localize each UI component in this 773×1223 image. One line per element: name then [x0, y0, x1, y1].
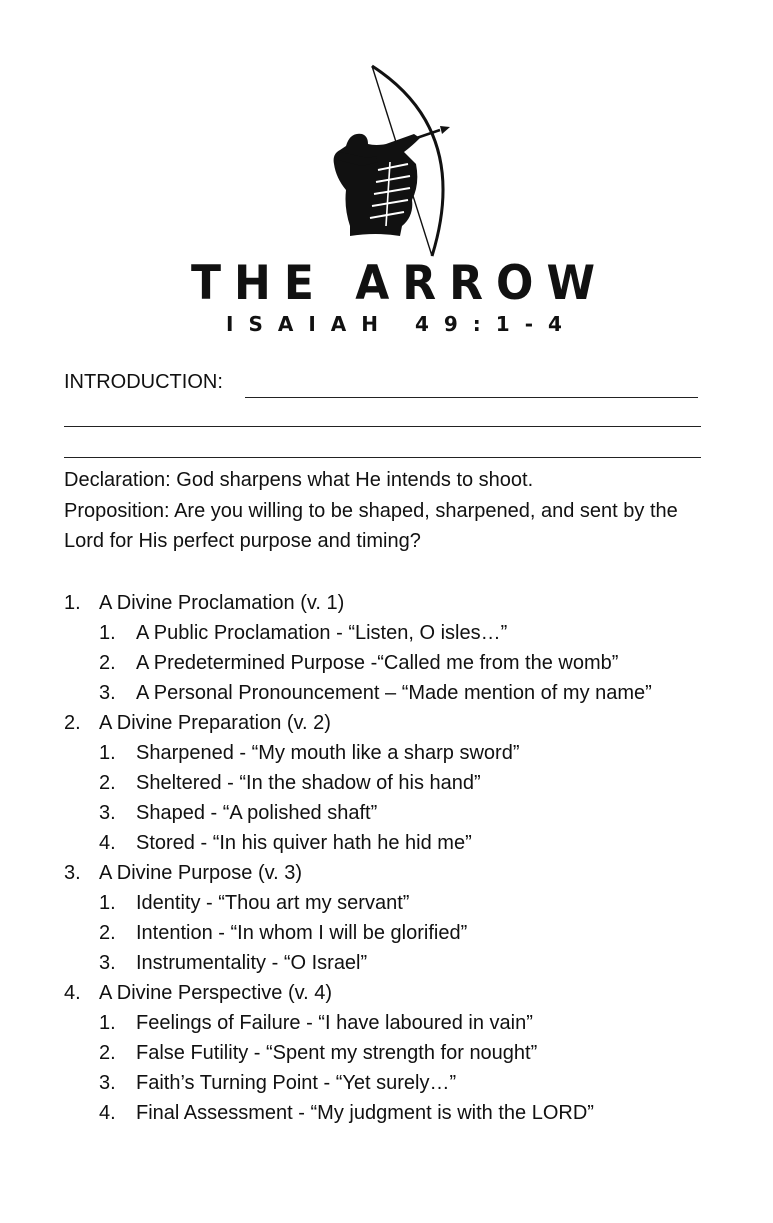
outline-point: [64, 708, 724, 738]
subpoint-text: Final Assessment - “My judgment is with the LORD”: [136, 1102, 594, 1124]
sermon-outline: [64, 588, 724, 1128]
subpoint-text: A Personal Pronouncement – “Made mention of my name”: [136, 682, 652, 704]
subpoint: [64, 1068, 724, 1098]
subpoint-text: Identity - “Thou art my servant”: [136, 892, 410, 914]
subpoint-text: A Public Proclamation - “Listen, O isles…”: [136, 622, 508, 644]
subpoint: [64, 948, 724, 978]
point-heading: A Divine Proclamation (v. 1): [99, 592, 345, 614]
subpoint-text: Feelings of Failure - “I have laboured in vain”: [136, 1012, 533, 1034]
archer-with-bow-icon: [316, 60, 466, 260]
subpoint-list: [64, 618, 724, 708]
logo-title: THE ARROW: [191, 255, 608, 312]
point-heading: A Divine Purpose (v. 3): [99, 862, 303, 884]
point-number: 3.: [64, 862, 81, 884]
subpoint-text: Sharpened - “My mouth like a sharp sword”: [136, 742, 520, 764]
subpoint: [64, 648, 724, 678]
subpoint: [64, 888, 724, 918]
subpoint: [64, 798, 724, 828]
logo-subtitle: ISAIAH 49:1-4: [226, 312, 577, 336]
subpoint-text: Instrumentality - “O Israel”: [136, 952, 368, 974]
subpoint-number: 3.: [99, 802, 116, 824]
point-heading: A Divine Preparation (v. 2): [99, 712, 331, 734]
subpoint: [64, 918, 724, 948]
subpoint-number: 3.: [99, 682, 116, 704]
subpoint-text: A Predetermined Purpose -“Called me from the womb”: [136, 652, 619, 674]
subpoint: [64, 618, 724, 648]
outline-point: [64, 978, 724, 1008]
subpoint-text: Shaped - “A polished shaft”: [136, 802, 378, 824]
blank-line: [64, 457, 701, 458]
subpoint-number: 2.: [99, 652, 116, 674]
subpoint: [64, 738, 724, 768]
subpoint-number: 1.: [99, 622, 116, 644]
subpoint-number: 2.: [99, 922, 116, 944]
subpoint-number: 3.: [99, 952, 116, 974]
point-heading: A Divine Perspective (v. 4): [99, 982, 333, 1004]
subpoint: [64, 828, 724, 858]
subpoint: [64, 1098, 724, 1128]
subpoint: [64, 768, 724, 798]
subpoint-text: Sheltered - “In the shadow of his hand”: [136, 772, 481, 794]
subpoint-number: 4.: [99, 832, 116, 854]
blank-line: [245, 397, 698, 398]
subpoint: [64, 1008, 724, 1038]
subpoint-number: 1.: [99, 1012, 116, 1034]
point-number: 2.: [64, 712, 81, 734]
subpoint-text: Intention - “In whom I will be glorified”: [136, 922, 468, 944]
declaration-text: Declaration: God sharpens what He intends to shoot.: [64, 469, 534, 491]
subpoint-number: 1.: [99, 742, 116, 764]
subpoint-text: Faith’s Turning Point - “Yet surely…”: [136, 1072, 457, 1094]
outline-point: [64, 588, 724, 618]
subpoint-text: False Futility - “Spent my strength for nought”: [136, 1042, 538, 1064]
subpoint: [64, 1038, 724, 1068]
introduction-label: INTRODUCTION:: [64, 371, 223, 393]
point-number: 1.: [64, 592, 81, 614]
subpoint-text: Stored - “In his quiver hath he hid me”: [136, 832, 472, 854]
subpoint-number: 2.: [99, 1042, 116, 1064]
point-number: 4.: [64, 982, 81, 1004]
proposition-text: Proposition: Are you willing to be shaped, sharpened, and sent by the Lord for His perfect purpose and timing?: [64, 500, 678, 552]
blank-line: [64, 426, 701, 427]
subpoint-list: [64, 888, 724, 978]
outline-point: [64, 858, 724, 888]
subpoint-number: 3.: [99, 1072, 116, 1094]
subpoint-list: [64, 738, 724, 858]
subpoint-number: 1.: [99, 892, 116, 914]
subpoint-number: 4.: [99, 1102, 116, 1124]
subpoint-number: 2.: [99, 772, 116, 794]
subpoint-list: [64, 1008, 724, 1128]
subpoint: [64, 678, 724, 708]
